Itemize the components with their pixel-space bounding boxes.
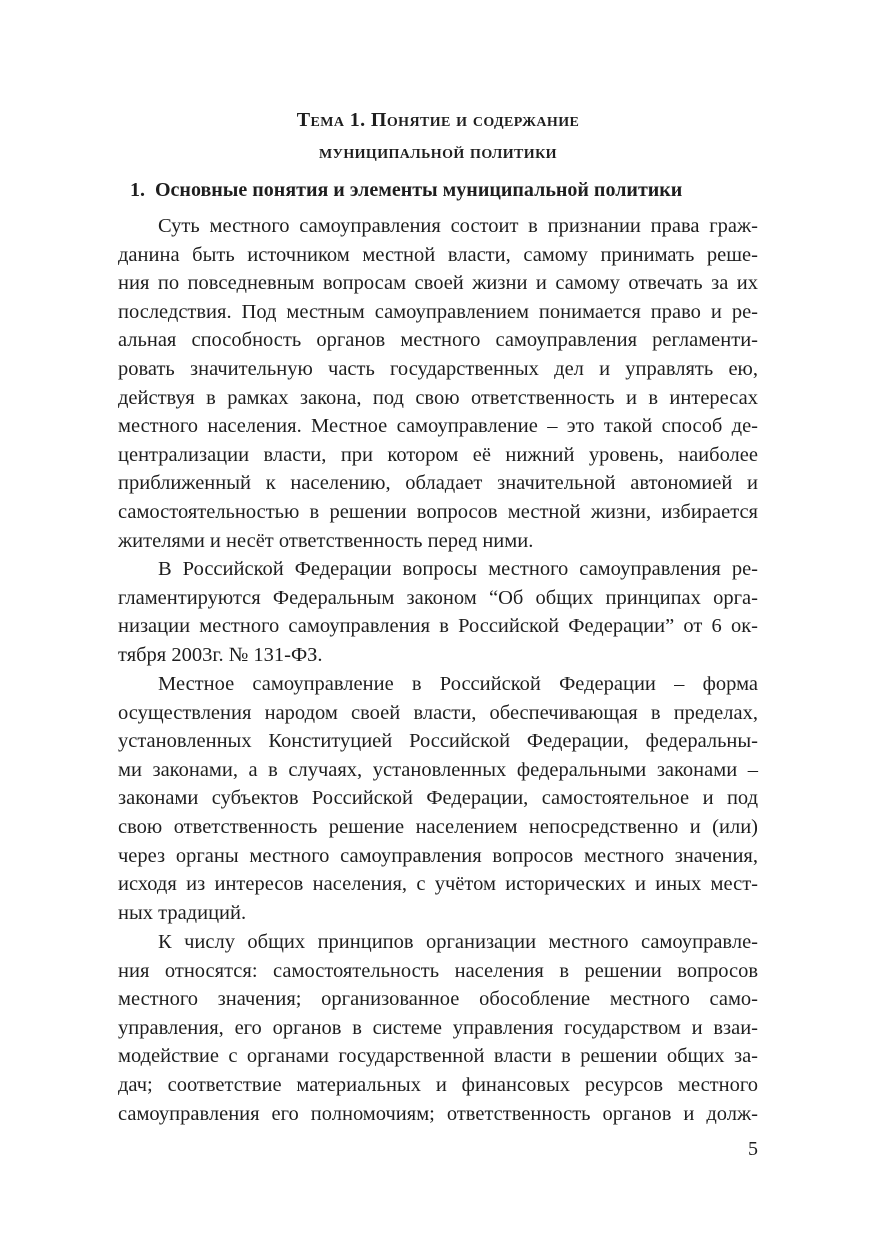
section-heading <box>130 175 770 205</box>
text-line: исходя из интересов населения, с учётом исторических и иных мест- <box>118 873 758 896</box>
text-line: последствия. Под местным самоуправлением понимается право и ре- <box>118 300 758 323</box>
text-line: ровать значительную часть государственных дел и управлять ею, <box>118 357 758 380</box>
page-number: 5 <box>748 1138 758 1160</box>
text-line: местного населения. Местное самоуправление – это такой способ де- <box>118 415 758 438</box>
text-line: местного значения; организованное обособление местного само- <box>118 988 758 1011</box>
text-line: Суть местного самоуправления состоит в признании права граж- <box>158 215 758 237</box>
text-line: Местное самоуправление в Российской Федерации – форма <box>158 673 758 695</box>
paragraph-3 <box>118 670 758 927</box>
paragraph-1 <box>118 212 758 555</box>
text-line: ми законами, а в случаях, установленных федеральными законами – <box>118 758 758 781</box>
text-line: ния по повседневным вопросам своей жизни и самому отвечать за их <box>118 272 758 295</box>
text-line: жителями и несёт ответственность перед ними. <box>118 529 534 552</box>
text-line: ных традиций. <box>118 901 247 924</box>
text-line: свою ответственность решение населением непосредственно и (или) <box>118 815 758 838</box>
paragraph-2 <box>118 555 758 669</box>
section-title: Основные понятия и элементы муниципальной политики <box>155 179 683 201</box>
text-line: ния относятся: самостоятельность населения в решении вопросов <box>118 959 758 982</box>
text-line: дач; соответствие материальных и финансовых ресурсов местного <box>118 1073 758 1096</box>
text-line: модействие с органами государственной власти в решении общих за- <box>118 1045 758 1068</box>
text-line: установленных Конституцией Российской Федерации, федеральны- <box>118 730 758 753</box>
text-line: данина быть источником местной власти, самому принимать реше- <box>118 243 758 266</box>
chapter-title-line-2: муниципальной политики <box>319 141 557 163</box>
text-line: К числу общих принципов организации местного самоуправле- <box>158 931 758 953</box>
text-line: альная способность органов местного самоуправления регламенти- <box>118 329 758 352</box>
section-number: 1. <box>130 179 145 201</box>
text-line: осуществления народом своей власти, обеспечивающая в пределах, <box>118 701 758 724</box>
text-line: низации местного самоуправления в Российской Федерации” от 6 ок- <box>118 615 758 638</box>
text-line: действуя в рамках закона, под свою ответственность и в интересах <box>118 386 758 409</box>
text-line: централизации власти, при котором её нижний уровень, наиболее <box>118 443 758 466</box>
text-line: управления, его органов в системе управления государством и взаи- <box>118 1016 758 1039</box>
text-line: В Российской Федерации вопросы местного самоуправления ре- <box>158 558 758 580</box>
text-line: самоуправления его полномочиям; ответственность органов и долж- <box>118 1102 758 1125</box>
paragraph-4 <box>118 928 758 1128</box>
text-line: самостоятельностью в решении вопросов местной жизни, избирается <box>118 500 758 523</box>
text-line: тября 2003г. № 131-ФЗ. <box>118 643 323 666</box>
chapter-title-line-1: Тема 1. Понятие и содержание <box>296 109 580 131</box>
text-line: законами субъектов Российской Федерации, самостоятельное и под <box>118 787 758 810</box>
text-line: приближенный к населению, обладает значительной автономией и <box>118 472 758 495</box>
chapter-title <box>118 104 758 168</box>
text-line: гламентируются Федеральным законом “Об общих принципах орга- <box>118 586 758 609</box>
text-line: через органы местного самоуправления вопросов местного значения, <box>118 844 758 867</box>
